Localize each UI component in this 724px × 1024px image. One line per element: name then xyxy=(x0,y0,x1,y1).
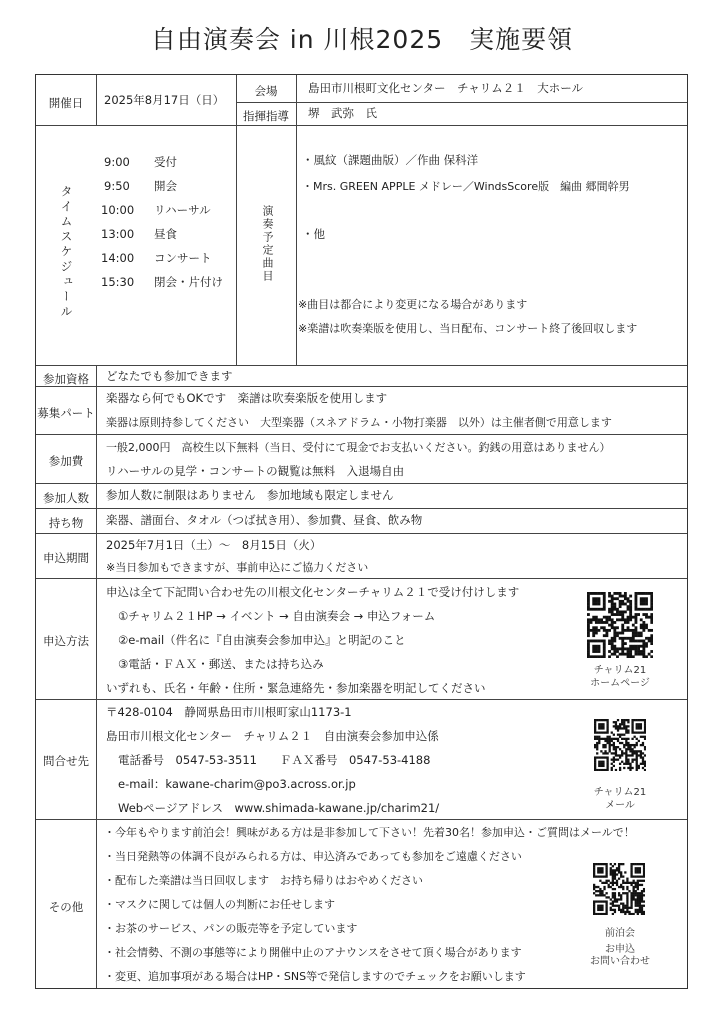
qr-caption: お申込 xyxy=(605,944,635,955)
program-item: ・他 xyxy=(302,227,325,241)
program-label: 演奏予定曲目 xyxy=(261,205,274,283)
qr-code-icon[interactable] xyxy=(593,863,645,915)
other-line: ・今年もやります前泊会！興味がある方は是非参加して下さい！先着30名！参加申込・ご質問はメールで！ xyxy=(104,826,635,839)
period-line: 2025年7月1日（土）～ 8月15日（火） xyxy=(106,538,322,552)
qr-code-icon[interactable] xyxy=(594,719,646,771)
schedule-event: 開会 xyxy=(154,179,177,193)
qr-caption: お問い合わせ xyxy=(590,956,650,967)
schedule-label: タイムスケジュール xyxy=(59,185,73,320)
parts-line: 楽器は原則持参してください 大型楽器（スネアドラム・小物打楽器 以外）は主催者側で用意します xyxy=(106,416,612,429)
other-line: ・お茶のサービス、パンの販売等を予定しています xyxy=(104,922,358,935)
qr-caption: ホームページ xyxy=(590,678,650,689)
qr-caption: 前泊会 xyxy=(605,928,635,939)
contact-label: 問合せ先 xyxy=(43,754,89,768)
belongings-label: 持ち物 xyxy=(48,516,84,530)
other-line: ・配布した楽譜は当日回収します お持ち帰りはおやめください xyxy=(104,874,423,887)
capacity-label: 参加人数 xyxy=(43,491,89,505)
venue-value: 島田市川根町文化センター チャリム２１ 大ホール xyxy=(308,81,583,95)
schedule-time: 10:00 xyxy=(101,203,135,217)
venue-label: 会場 xyxy=(254,84,278,98)
other-line: ・変更、追加事項がある場合はHP・SNS等で発信しますのでチェックをお願いします xyxy=(104,970,526,983)
contact-line: Webページアドレス www.shimada-kawane.jp/charim21/ xyxy=(118,801,440,815)
belongings-text: 楽器、譜面台、タオル（つば拭き用）、参加費、昼食、飲み物 xyxy=(106,513,423,527)
schedule-event: 昼食 xyxy=(154,227,177,241)
schedule-time: 14:00 xyxy=(101,251,135,265)
parts-line: 楽器なら何でもOKです 楽譜は吹奏楽版を使用します xyxy=(106,391,388,405)
application-line: ②e-mail（件名に『自由演奏会参加申込』と明記のこと xyxy=(118,633,406,647)
date-label: 開催日 xyxy=(48,96,84,110)
application-line: 申込は全て下記問い合わせ先の川根文化センターチャリム２１で受け付けします xyxy=(106,585,520,599)
fee-label: 参加費 xyxy=(48,454,84,468)
date-value: 2025年8月17日（日） xyxy=(104,93,225,107)
eligibility-label: 参加資格 xyxy=(43,372,89,386)
info-table xyxy=(35,74,688,989)
program-item: ・Mrs. GREEN APPLE メドレー／WindsScore版 編曲 郷間幹男 xyxy=(302,180,630,193)
contact-line: 〒428-0104 静岡県島田市川根町家山1173-1 xyxy=(106,705,352,719)
schedule-time: 13:00 xyxy=(101,227,135,241)
program-note: ※楽譜は吹奏楽版を使用し、当日配布、コンサート終了後回収します xyxy=(298,322,638,335)
application-line: いずれも、氏名・年齢・住所・緊急連絡先・参加楽器を明記してください xyxy=(106,681,486,695)
application-label: 申込方法 xyxy=(43,634,89,648)
program-item: ・風紋（課題曲版）／作曲 保科洋 xyxy=(302,153,479,167)
fee-line: 一般2,000円 高校生以下無料（当日、受付にて現金でお支払いください。釣銭の用意はありません） xyxy=(106,441,611,454)
fee-line: リハーサルの見学・コンサートの観覧は無料 入退場自由 xyxy=(106,464,405,478)
schedule-time: 15:30 xyxy=(101,275,135,289)
other-label: その他 xyxy=(48,900,84,914)
schedule-event: 受付 xyxy=(154,155,177,169)
qr-caption: メール xyxy=(605,800,635,811)
schedule-event: リハーサル xyxy=(154,203,211,217)
schedule-time: 9:50 xyxy=(104,179,130,193)
qr-caption: チャリム21 xyxy=(593,665,647,676)
qr-code-icon[interactable] xyxy=(587,592,653,658)
other-line: ・当日発熱等の体調不良がみられる方は、申込済みであっても参加をご遠慮ください xyxy=(104,850,522,863)
program-note: ※曲目は都合により変更になる場合があります xyxy=(298,298,528,311)
capacity-text: 参加人数に制限はありません 参加地域も限定しません xyxy=(106,488,394,502)
schedule-event: コンサート xyxy=(154,251,212,265)
application-line: ①チャリム２１HP → イベント → 自由演奏会 → 申込フォーム xyxy=(118,609,436,623)
conductor-label: 指揮指導 xyxy=(243,109,289,123)
application-line: ③電話・ＦＡＸ・郵送、または持ち込み xyxy=(118,657,324,671)
qr-caption: チャリム21 xyxy=(593,787,647,798)
contact-line: 電話番号 0547-53-3511 ＦＡＸ番号 0547-53-4188 xyxy=(118,753,431,767)
conductor-value: 堺 武弥 氏 xyxy=(308,106,377,120)
other-line: ・社会情勢、不測の事態等により開催中止のアナウンスをさせて頂く場合があります xyxy=(104,946,522,959)
eligibility-text: どなたでも参加できます xyxy=(106,369,233,383)
parts-label: 募集パート xyxy=(37,406,95,420)
page-title: 自由演奏会 in 川根2025 実施要領 xyxy=(150,25,574,54)
other-line: ・マスクに関しては個人の判断にお任せします xyxy=(104,898,335,911)
contact-line: e-mail：kawane-charim@po3.across.or.jp xyxy=(118,777,356,791)
period-line: ※当日参加もできますが、事前申込にご協力ください xyxy=(106,561,369,574)
period-label: 申込期間 xyxy=(43,551,89,565)
contact-line: 島田市川根文化センター チャリム２１ 自由演奏会参加申込係 xyxy=(106,729,439,743)
schedule-event: 閉会・片付け xyxy=(154,275,223,289)
schedule-time: 9:00 xyxy=(104,155,130,169)
